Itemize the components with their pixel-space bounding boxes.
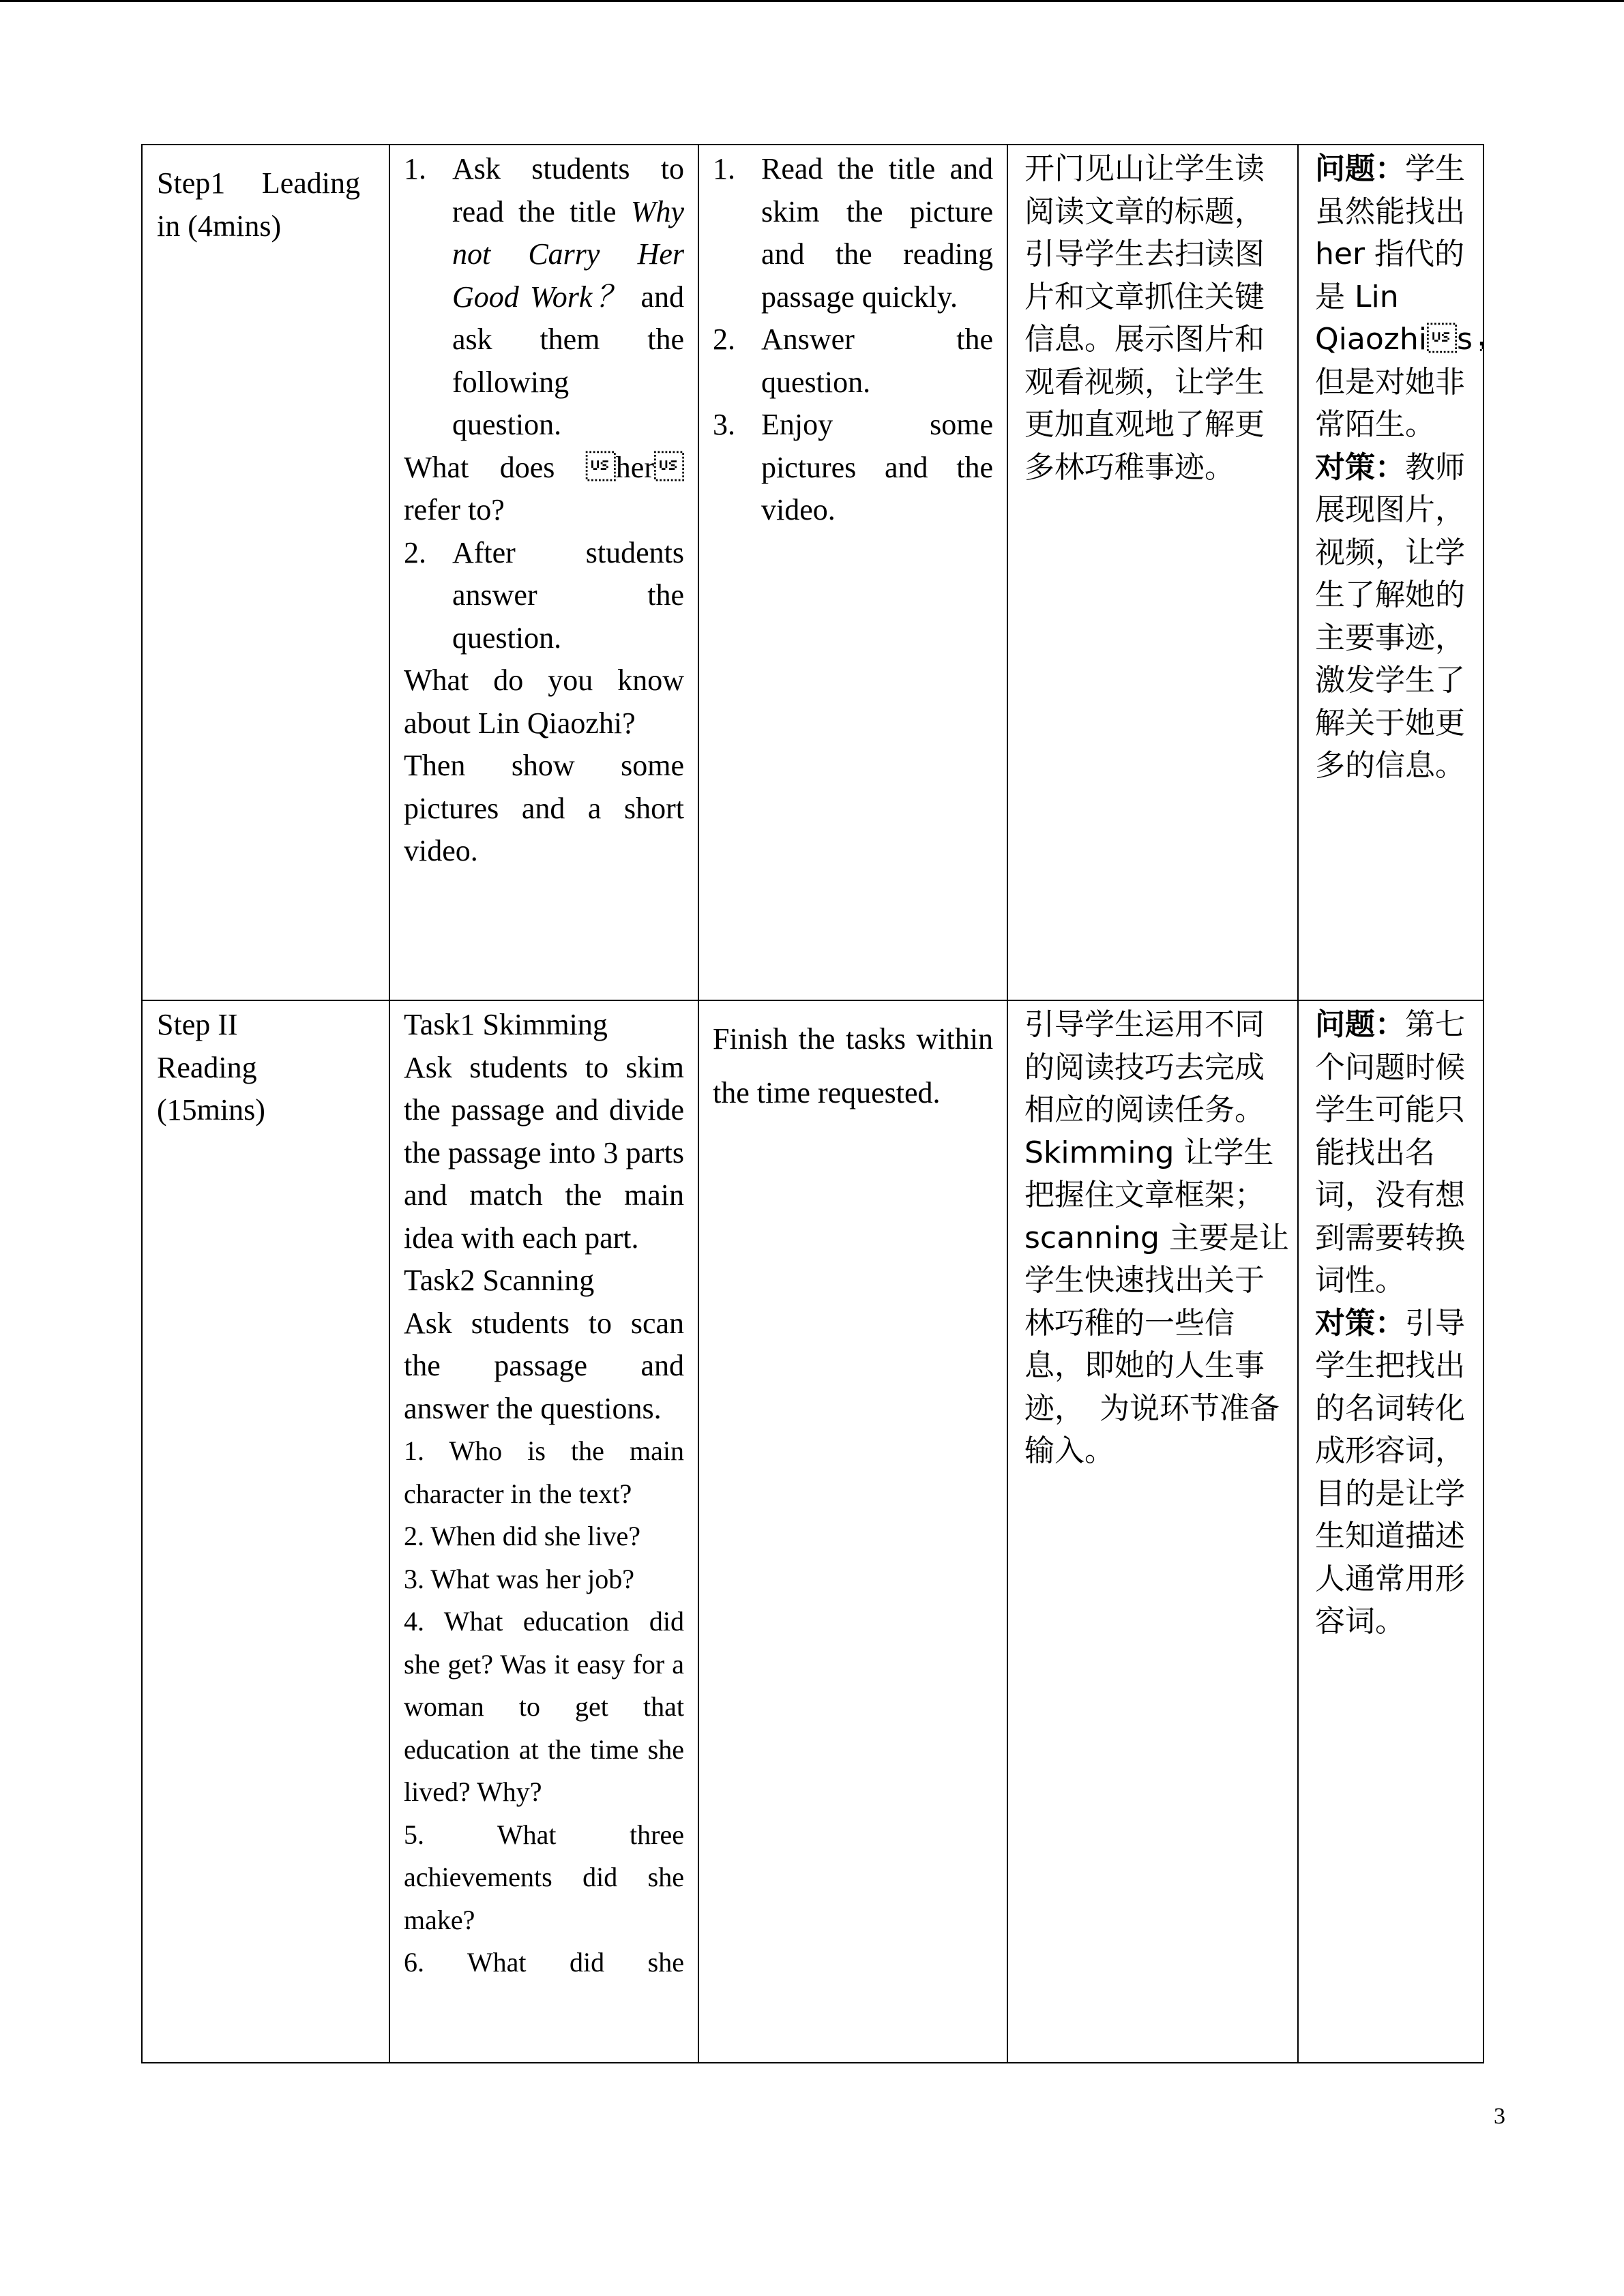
step1-title: Leading (261, 166, 360, 200)
teacher-question-1: What does her refer to? (404, 450, 684, 526)
task2-text: Ask students to scan the passage and answer the questions. (404, 1306, 684, 1425)
problem-block-2: 问题：第七个问题时候学生可能只能找出名词，没有想到需要转换词性。 (1315, 1007, 1465, 1298)
step2-label: Step II (157, 1008, 238, 1041)
teacher-activity-cell-1 (389, 145, 698, 1000)
lesson-plan-table (141, 144, 1503, 2063)
teacher-item-1: 1. Ask students to read the title Why not Carry Her Good Work？ and ask them the following question. (404, 152, 684, 441)
step1-cell (142, 145, 389, 1000)
question-item: 3. What was her job? (404, 1563, 635, 1594)
table-row-step1 (142, 145, 1483, 1000)
purpose-cell-2 (1007, 1000, 1298, 2063)
student-item-3: 3. Enjoy some pictures and the video. (713, 408, 993, 526)
student-item-1: 1. Read the title and skim the picture and the reading passage quickly. (713, 152, 993, 314)
teacher-item-2: 2. After students answer the question. (404, 535, 684, 655)
strategy-block-2: 对策：引导学生把找出的名词转化成形容词，目的是让学生知道描述人通常用形容词。 (1315, 1305, 1465, 1639)
problem-cell-2 (1298, 1000, 1483, 2063)
purpose-text-2: 引导学生运用不同的阅读技巧去完成相应的阅读任务。Skimming 让学生把握住文章框架；scanning 主要是让学生快速找出关于林巧稚的一些信息，即她的人生事迹， 为说环节准备输入。 (1024, 1007, 1289, 1468)
teacher-question-2: What do you know about Lin Qiaozhi? (404, 664, 684, 740)
top-border-line (0, 0, 1624, 2)
student-item-2: 2. Answer the question. (713, 323, 993, 399)
question-item: 2. When did she live? (404, 1521, 640, 1551)
question-item: 1. Who is the main character in the text? (404, 1435, 684, 1509)
purpose-text-1: 开门见山让学生读阅读文章的标题，引导学生去扫读图片和文章抓住关键信息。展示图片和观看视频，让学生更加直观地了解更多林巧稚事迹。 (1024, 151, 1265, 485)
student-activity-cell-2 (698, 1000, 1007, 2063)
step2-duration: (15mins) (157, 1093, 265, 1127)
strategy-label: 对策： (1315, 1305, 1405, 1341)
task1-title: Task1 Skimming (404, 1008, 608, 1041)
step2-cell (142, 1000, 389, 2063)
question-item: 5. What three achievements did she make? (404, 1819, 684, 1935)
table-row-step2 (142, 1000, 1483, 2063)
problem-block-1: 问题：学生虽然能找出 her 指代的是 Lin Qiaozhi s， 但是对她非常陌生。 (1315, 151, 1503, 442)
student-task-text: Finish the tasks within the time requested. (713, 1022, 993, 1109)
step1-label: Step1 (157, 166, 226, 200)
question-item: 6. What did she (404, 1947, 684, 1978)
problem-cell-1 (1298, 145, 1503, 1000)
student-activity-cell-1 (698, 145, 1007, 1000)
strategy-label: 对策： (1315, 449, 1405, 485)
page-number: 3 (1494, 2104, 1505, 2129)
strategy-block-1: 对策：教师展现图片，视频，让学生了解她的主要事迹，激发学生了解关于她更多的信息。 (1315, 449, 1465, 783)
task2-title: Task2 Scanning (404, 1264, 595, 1297)
teacher-activity-cell-2 (389, 1000, 698, 2063)
step1-duration: in (4mins) (157, 209, 282, 243)
task1-text: Ask students to skim the passage and divide the passage into 3 parts and match the main idea with each part. (404, 1050, 684, 1255)
problem-label: 问题： (1315, 151, 1405, 186)
question-item: 4. What education did she get? Was it easy for a woman to get that education at the time she lived? Why? (404, 1606, 684, 1807)
step2-title: Reading (157, 1050, 257, 1084)
purpose-cell-1 (1007, 145, 1298, 1000)
teacher-closing: Then show some pictures and a short video. (404, 749, 684, 867)
article-title: Why not Carry Her Good Work？ (452, 194, 684, 314)
problem-label: 问题： (1315, 1007, 1405, 1042)
